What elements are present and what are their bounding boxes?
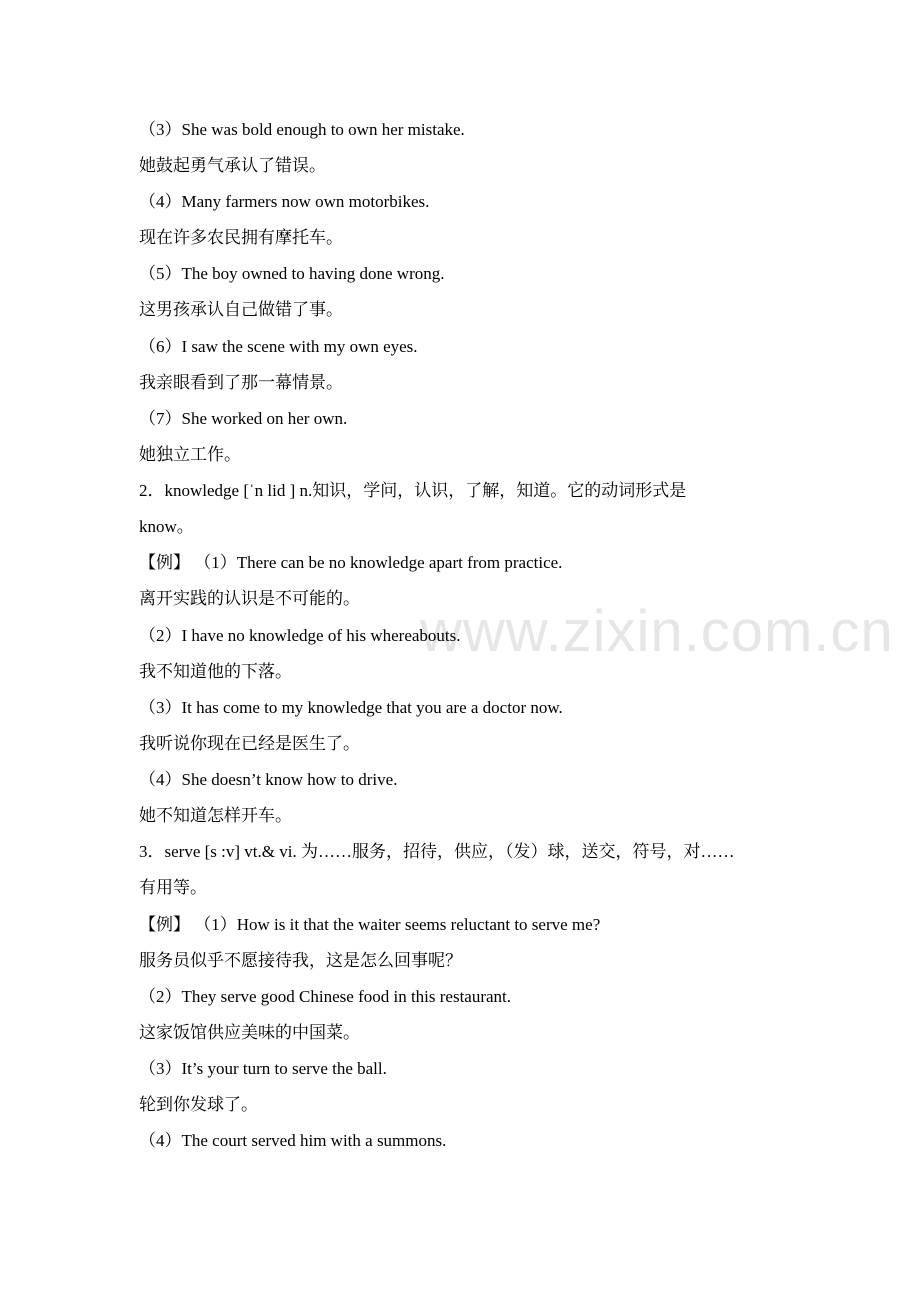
translation: 我听说你现在已经是医生了。 (139, 734, 360, 753)
translation: 她不知道怎样开车。 (139, 806, 292, 825)
example-sentence: （7）She worked on her own. (139, 409, 348, 428)
vocab-entry-continued: know。 (139, 517, 194, 536)
example-sentence: （3）It’s your turn to serve the ball. (139, 1059, 387, 1078)
translation: 离开实践的认识是不可能的。 (139, 589, 360, 608)
translation: 服务员似乎不愿接待我，这是怎么回事呢？ (139, 951, 462, 970)
example-sentence: （2）I have no knowledge of his whereabouts. (139, 626, 461, 645)
translation: 轮到你发球了。 (139, 1095, 258, 1114)
vocab-entry-continued: 有用等。 (139, 878, 207, 897)
vocab-entry: 3．serve [s :v] vt.& vi. 为……服务，招待，供应，（发）球，送交，符号，对…… (139, 842, 735, 861)
example-heading: 【例】 （1）There can be no knowledge apart from practice. (139, 553, 563, 572)
translation: 我不知道他的下落。 (139, 662, 292, 681)
watermark: www.zixin.com.cn (420, 599, 894, 664)
example-sentence: （3）She was bold enough to own her mistake. (139, 120, 465, 139)
translation: 这男孩承认自己做错了事。 (139, 300, 343, 319)
translation: 我亲眼看到了那一幕情景。 (139, 373, 343, 392)
example-heading: 【例】 （1）How is it that the waiter seems reluctant to serve me? (139, 915, 601, 934)
example-sentence: （4）Many farmers now own motorbikes. (139, 192, 430, 211)
vocab-entry: 2．knowledge [ˈn lid ] n.知识，学问，认识，了解，知道。它的动词形式是 (139, 481, 687, 500)
translation: 她鼓起勇气承认了错误。 (139, 156, 326, 175)
translation: 她独立工作。 (139, 445, 241, 464)
example-sentence: （5）The boy owned to having done wrong. (139, 264, 445, 283)
example-sentence: （6）I saw the scene with my own eyes. (139, 337, 418, 356)
example-sentence: （4）The court served him with a summons. (139, 1131, 447, 1150)
example-sentence: （4）She doesn’t know how to drive. (139, 770, 398, 789)
translation: 现在许多农民拥有摩托车。 (139, 228, 343, 247)
translation: 这家饭馆供应美味的中国菜。 (139, 1023, 360, 1042)
example-sentence: （3）It has come to my knowledge that you are a doctor now. (139, 698, 563, 717)
example-sentence: （2）They serve good Chinese food in this restaurant. (139, 987, 512, 1006)
